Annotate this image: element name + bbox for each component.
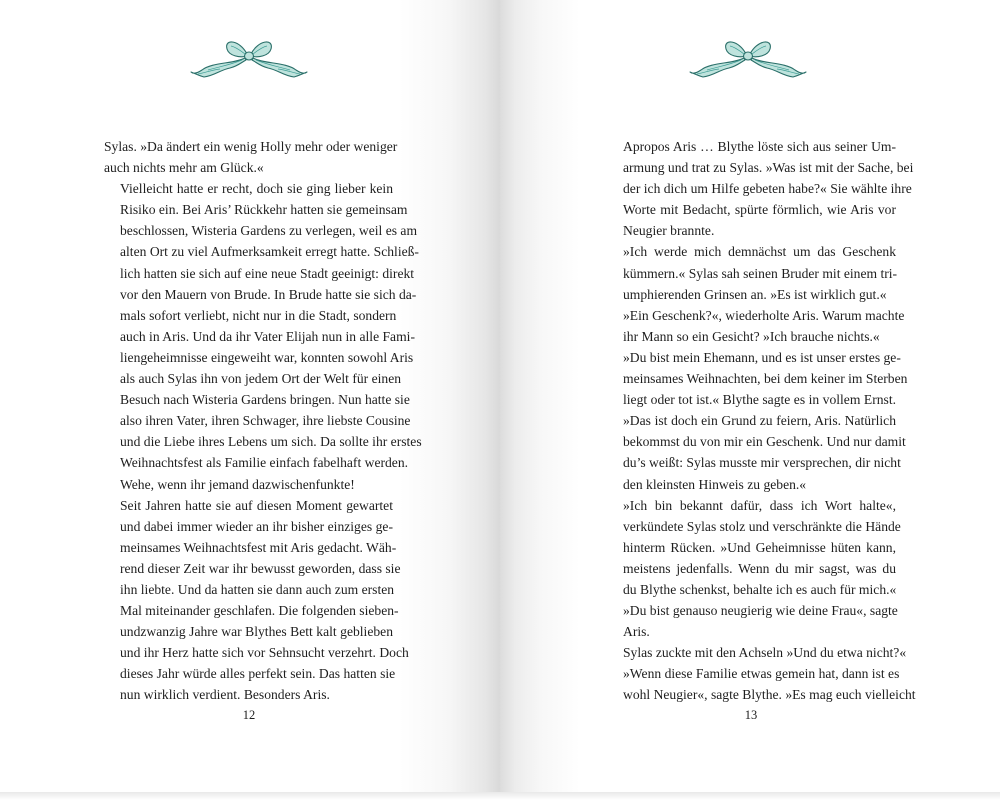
paragraph — [104, 178, 422, 494]
text-line: Worte mit Bedacht, spürte förmlich, wie Aris vor — [623, 202, 896, 218]
text-line: meinsames Weihnachten, bei dem keiner im Sterben — [623, 371, 908, 387]
text-line: armung und trat zu Sylas. »Was ist mit der Sache, bei — [623, 160, 914, 176]
body-text — [607, 136, 916, 706]
paragraph — [607, 136, 914, 241]
text-line: hinterm Rücken. »Und Geheimnisse hüten kann, — [623, 539, 896, 555]
page-number: 12 — [242, 708, 256, 722]
paragraph — [104, 136, 398, 178]
text-line: und ihr Herz hatte sich vor Sehnsucht verzehrt. Doch — [120, 645, 409, 661]
text-line: »Ich bin bekannt dafür, dass ich Wort halte«, — [623, 497, 896, 513]
text-line: ihn liebte. Und da hatten sie dann auch zum ersten — [120, 581, 395, 597]
text-line: dieses Jahr würde alles perfekt sein. Das hatten sie — [120, 666, 396, 682]
page-number: 13 — [744, 708, 758, 722]
text-line: liengeheimnisse eingeweiht war, konnten sowohl Aris — [120, 349, 414, 365]
paragraph — [104, 495, 409, 706]
paragraph — [607, 347, 908, 495]
text-line: beschlossen, Wisteria Gardens zu verlegen, weil es am — [120, 223, 418, 239]
text-line: umphierenden Grinsen an. »Es ist wirklich gut.« — [623, 286, 887, 302]
text-line: bekommst du von mir ein Geschenk. Und nur damit — [623, 434, 906, 450]
text-line: meinsames Weihnachtsfest mit Aris gedacht. Wäh- — [120, 539, 397, 555]
text-line: auch nichts mehr am Glück.« — [104, 160, 264, 176]
text-line: kümmern.« Sylas sah seinen Bruder mit einem tri- — [623, 265, 898, 281]
paragraph — [607, 495, 901, 600]
paragraph — [607, 305, 905, 347]
body-text — [104, 136, 422, 706]
text-line: nun wirklich verdient. Besonders Aris. — [120, 687, 330, 703]
text-line: vor den Mauern von Brude. In Brude hatte sie sich da- — [120, 286, 417, 302]
text-line: du Blythe schenkst, behalte ich es auch für mich.« — [623, 581, 897, 597]
text-line: Seit Jahren hatte sie auf diesen Moment gewartet — [120, 497, 393, 513]
text-line: undzwanzig Jahre war Blythes Bett kalt geblieben — [120, 624, 393, 640]
text-line: als auch Sylas ihn von jedem Ort der Welt für einen — [120, 371, 402, 387]
text-line: meistens jedenfalls. Wenn du mir sagst, was du — [623, 560, 896, 576]
text-line: »Du bist mein Ehemann, und es ist unser erstes ge- — [623, 349, 901, 365]
text-line: »Das ist doch ein Grund zu feiern, Aris. Natürlich — [623, 413, 896, 429]
text-line: Aris. — [623, 624, 650, 640]
text-line: Risiko ein. Bei Aris’ Rückkehr hatten sie gemeinsam — [120, 202, 408, 218]
text-line: Wehe, wenn ihr jemand dazwischenfunkte! — [120, 476, 355, 492]
text-line: rend dieser Zeit war ihr bewusst geworden, dass sie — [120, 560, 401, 576]
text-line: und dabei immer wieder an ihr bisher einziges ge- — [120, 518, 393, 534]
text-line: liegt oder tot ist.« Blythe sagte es in vollem Ernst. — [623, 392, 896, 408]
page-bottom-edge — [0, 792, 1000, 800]
paragraph — [607, 663, 916, 705]
right-page — [500, 0, 1000, 795]
text-line: Weihnachtsfest als Familie einfach fabelhaft werden. — [120, 455, 409, 471]
text-line: ihr Mann so ein Gesicht? »Ich brauche nichts.« — [623, 328, 880, 344]
text-line: Neugier brannte. — [623, 223, 715, 239]
text-line: »Ein Geschenk?«, wiederholte Aris. Warum machte — [623, 307, 905, 323]
bow-ribbon-icon — [689, 36, 807, 86]
text-line: alten Ort zu viel Aufmerksamkeit erregt hatte. Schließ- — [120, 244, 419, 260]
text-line: du’s weißt: Sylas musste mir versprechen, dir nicht — [623, 455, 901, 471]
text-line: den kleinsten Hinweis zu geben.« — [623, 476, 807, 492]
text-line: wohl Neugier«, sagte Blythe. »Es mag euch vielleicht — [623, 687, 916, 703]
text-line: lich hatten sie sich auf eine neue Stadt geeinigt: direkt — [120, 265, 415, 281]
text-line: verkündete Sylas stolz und verschränkte die Hände — [623, 518, 901, 534]
text-line: der ich dich um Hilfe gebeten habe?« Sie wählte ihre — [623, 181, 912, 197]
paragraph — [607, 600, 896, 642]
text-line: mals sofort verliebt, nicht nur in die Stadt, sondern — [120, 307, 397, 323]
text-line: »Wenn diese Familie etwas gemein hat, dann ist es — [623, 666, 900, 682]
bow-ribbon-icon — [190, 36, 308, 86]
text-line: Mal miteinander geschlafen. Die folgenden sieben- — [120, 603, 399, 619]
text-line: »Du bist genauso neugierig wie deine Frau«, sagte — [623, 603, 898, 619]
text-line: also ihren Vater, ihren Schwager, ihre liebste Cousine — [120, 413, 411, 429]
text-line: »Ich werde mich demnächst um das Geschenk — [623, 244, 896, 260]
paragraph — [607, 241, 896, 304]
text-line: Besuch nach Wisteria Gardens bringen. Nun hatte sie — [120, 392, 410, 408]
left-page — [0, 0, 500, 795]
text-line: Sylas. »Da ändert ein wenig Holly mehr oder weniger — [104, 139, 398, 154]
paragraph — [607, 642, 907, 663]
text-line: und die Liebe ihres Lebens um sich. Da sollte ihr erstes — [120, 434, 422, 450]
text-line: auch in Aris. Und da ihr Vater Elijah nun in alle Fami- — [120, 328, 415, 344]
text-line: Vielleicht hatte er recht, doch sie ging lieber kein — [120, 181, 393, 197]
text-line: Apropos Aris … Blythe löste sich aus seiner Um- — [623, 139, 896, 154]
text-line: Sylas zuckte mit den Achseln »Und du etwa nicht?« — [623, 645, 907, 661]
